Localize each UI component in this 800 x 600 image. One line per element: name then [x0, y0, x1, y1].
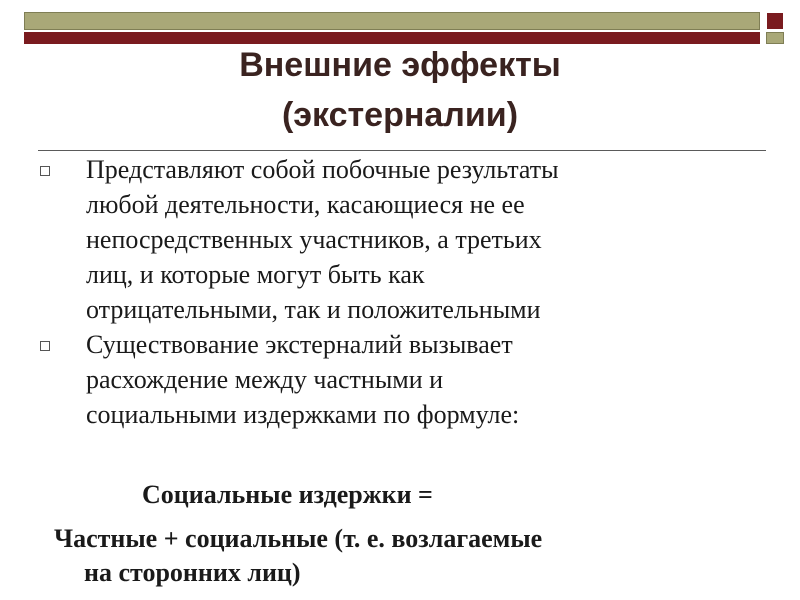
title-line-1: Внешние эффекты	[239, 46, 561, 84]
bullet-line: расхождение между частными и	[86, 365, 444, 394]
formula-line-3: на сторонних лиц)	[84, 558, 301, 587]
bullet-line: Существование экстерналий вызывает	[86, 330, 513, 359]
bullet-list	[38, 152, 758, 432]
slide-title	[100, 40, 700, 140]
formula-line-1: Социальные издержки =	[142, 480, 433, 509]
bullet-line: лиц, и которые могут быть как	[86, 260, 425, 289]
bullet-line: социальными издержками по формуле:	[86, 400, 520, 429]
bullet-item-cost-divergence	[38, 327, 758, 432]
bullet-line: отрицательными, так и положительными	[86, 295, 541, 324]
square-bullet-icon	[40, 341, 50, 351]
formula-line-2: Частные + социальные (т. е. возлагаемые	[54, 524, 543, 553]
square-bullet-icon	[40, 166, 50, 176]
title-divider	[38, 150, 766, 151]
bullet-line: Представляют собой побочные результаты	[86, 155, 559, 184]
bullet-line: любой деятельности, касающиеся не ее	[86, 190, 525, 219]
bullet-item-externalities-definition	[38, 152, 758, 327]
title-line-2: (экстерналии)	[281, 96, 519, 134]
corner-olive-square	[766, 32, 784, 44]
corner-maroon-square	[766, 12, 784, 30]
bullet-line: непосредственных участников, а третьих	[86, 225, 542, 254]
header-olive-bar	[24, 12, 760, 30]
